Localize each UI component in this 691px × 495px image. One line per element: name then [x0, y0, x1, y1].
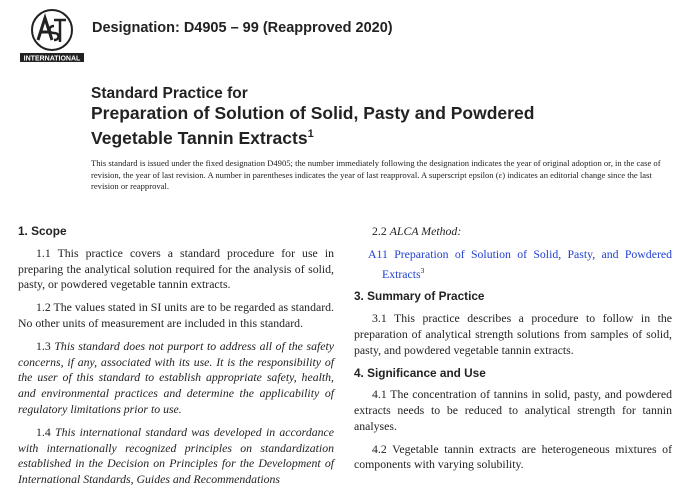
paragraph-1-4 — [18, 425, 334, 488]
paragraph-1-2: 1.2 The values stated in SI units are to be regarded as standard. No other units of measurement are included in this standard. — [18, 300, 334, 330]
title-line-3-text: Vegetable Tannin Extracts — [91, 127, 308, 148]
title-line-2: Preparation of Solution of Solid, Pasty and Powdered — [91, 103, 535, 123]
right-column — [354, 224, 672, 480]
paragraph-1-3-number: 1.3 — [36, 338, 51, 353]
reference-title-link[interactable]: Preparation of Solution of Solid, Pasty, and Powdered Extracts — [382, 246, 673, 281]
paragraph-1-4-text: This international standard was developed in accordance with internationally recognized principles on standardization established in the Decision on Principles for the Development of International Standards, Guides and Recommendations — [18, 424, 334, 487]
title-footnote-mark: 1 — [307, 128, 314, 140]
title-line-3 — [91, 124, 534, 149]
left-column — [18, 224, 334, 495]
significance-heading: 4. Significance and Use — [354, 365, 486, 380]
reference-code-link[interactable]: A11 — [368, 246, 388, 261]
paragraph-4-1: 4.1 The concentration of tannins in solid, pasty, and powdered extracts needs to be reduced to analytical strength for tannin analyses. — [354, 387, 672, 433]
paragraph-4-2: 4.2 Vegetable tannin extracts are heterogeneous mixtures of components with varying solubility. — [354, 441, 672, 472]
title-line-1: Standard Practice for — [91, 85, 248, 102]
paragraph-1-1: 1.1 This practice covers a standard procedure for use in preparing the analytical solution required for the analysis of solid, pasty, or powdered vegetable tannin extracts. — [18, 245, 334, 292]
paragraph-3-1: 3.1 This practice describes a procedure to follow in the preparation of analytical strength solutions from samples of solid, pasty, and powdered vegetable tannin extracts. — [354, 311, 672, 357]
paragraph-1-3-text: This standard does not purport to address all of the safety concerns, if any, associated with its use. It is the responsibility of the user of this standard to establish appropriate safety, health, and environmental practices and determine the applicability of regulatory limitations prior to use. — [18, 338, 334, 416]
paragraph-1-3 — [18, 339, 334, 418]
document-title — [91, 84, 534, 149]
alca-reference — [354, 247, 672, 283]
reference-footnote-mark: 3 — [420, 265, 425, 275]
paragraph-1-4-number: 1.4 — [36, 424, 51, 439]
standard-notice: This standard is issued under the fixed designation D4905; the number immediately following the designation indicates the year of original adoption or, in the case of revision, the year of last revision. A number in parentheses indicates the year of last reapproval. A superscript epsilon (ε) indicates an editorial change since the last revision or reapproval. — [91, 158, 661, 192]
astm-logo — [18, 6, 86, 64]
paragraph-2-2-text: ALCA Method: — [389, 224, 462, 238]
paragraph-2-2 — [354, 224, 672, 240]
paragraph-2-2-number: 2.2 — [372, 224, 387, 238]
svg-text:INTERNATIONAL: INTERNATIONAL — [23, 55, 81, 63]
scope-heading: 1. Scope — [18, 224, 67, 238]
designation: Designation: D4905 – 99 (Reapproved 2020) — [92, 20, 393, 36]
summary-heading: 3. Summary of Practice — [354, 289, 485, 304]
